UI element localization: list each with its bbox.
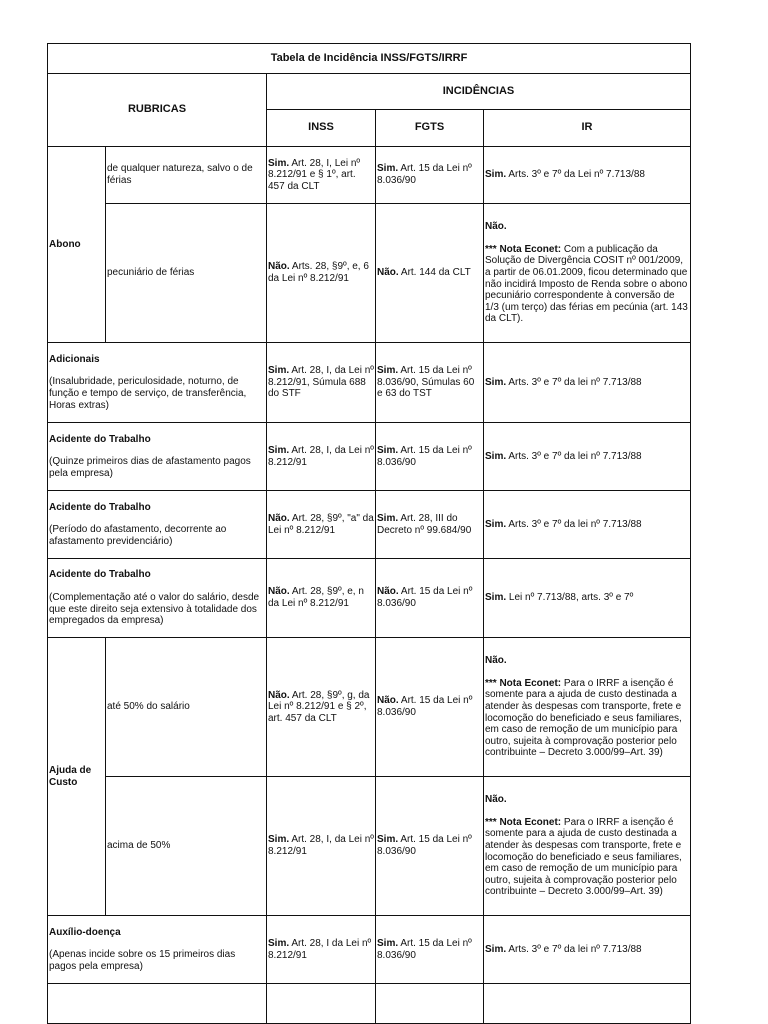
table-row <box>48 777 691 916</box>
ir-cell: Não. *** Nota Econet: Com a publicação da Solução de Divergência COSIT nº 001/2009, a partir de 06.01.2009, ficou determinado que não incidirá Imposto de Renda sobre o abono pecuniário correspondente à conversão de 1/3 (um terço) das férias em pecúnia (art. 143 da CLT). <box>484 204 691 343</box>
table-title: Tabela de Incidência INSS/FGTS/IRRF <box>48 44 691 74</box>
fgts-cell <box>376 984 484 1024</box>
inss-cell: Não. Art. 28, §9º, "a" da Lei nº 8.212/91 <box>267 491 376 559</box>
group-label-abono: Abono <box>48 147 106 343</box>
table-row <box>48 423 691 491</box>
inss-cell: Sim. Art. 28, I da Lei nº 8.212/91 <box>267 916 376 984</box>
inss-cell: Sim. Art. 28, I, da Lei nº 8.212/91 <box>267 777 376 916</box>
header-incidencias: INCIDÊNCIAS <box>267 74 691 110</box>
rubrica-cell: Acidente do Trabalho (Quinze primeiros dias de afastamento pagos pela empresa) <box>48 423 267 491</box>
table-row <box>48 343 691 423</box>
fgts-cell: Não. Art. 144 da CLT <box>376 204 484 343</box>
rubrica-cell <box>48 984 267 1024</box>
ir-cell: Sim. Arts. 3º e 7º da lei nº 7.713/88 <box>484 343 691 423</box>
fgts-cell: Sim. Art. 15 da Lei nº 8.036/90, Súmulas 60 e 63 do TST <box>376 343 484 423</box>
rubrica-cell: Adicionais (Insalubridade, periculosidade, noturno, de função e tempo de serviço, de transferência, Horas extras) <box>48 343 267 423</box>
rubrica-cell: acima de 50% <box>106 777 267 916</box>
ir-cell: Sim. Arts. 3º e 7º da lei nº 7.713/88 <box>484 491 691 559</box>
rubrica-cell: Acidente do Trabalho (Complementação até o valor do salário, desde que este direito seja extensivo à totalidade dos empregados da empresa) <box>48 559 267 638</box>
fgts-cell: Sim. Art. 15 da Lei nº 8.036/90 <box>376 777 484 916</box>
fgts-cell: Sim. Art. 15 da Lei nº 8.036/90 <box>376 147 484 204</box>
header-ir: IR <box>484 110 691 147</box>
table-row <box>48 204 691 343</box>
ir-cell: Sim. Arts. 3º e 7º da lei nº 7.713/88 <box>484 916 691 984</box>
fgts-cell: Não. Art. 15 da Lei nº 8.036/90 <box>376 638 484 777</box>
incidence-table <box>47 43 691 1024</box>
header-fgts: FGTS <box>376 110 484 147</box>
ir-cell: Sim. Lei nº 7.713/88, arts. 3º e 7º <box>484 559 691 638</box>
header-rubricas: RUBRICAS <box>48 74 267 147</box>
table-row <box>48 638 691 777</box>
table-row <box>48 559 691 638</box>
inss-cell: Não. Arts. 28, §9º, e, 6 da Lei nº 8.212/91 <box>267 204 376 343</box>
rubrica-cell: de qualquer natureza, salvo o de férias <box>106 147 267 204</box>
inss-cell: Sim. Art. 28, I, Lei nº 8.212/91 e § 1º, art. 457 da CLT <box>267 147 376 204</box>
fgts-cell: Sim. Art. 15 da Lei nº 8.036/90 <box>376 916 484 984</box>
rubrica-cell: Auxílio-doença (Apenas incide sobre os 15 primeiros dias pagos pela empresa) <box>48 916 267 984</box>
inss-cell: Não. Art. 28, §9º, g, da Lei nº 8.212/91 e § 2º, art. 457 da CLT <box>267 638 376 777</box>
inss-cell <box>267 984 376 1024</box>
inss-cell: Não. Art. 28, §9º, e, n da Lei nº 8.212/91 <box>267 559 376 638</box>
inss-cell: Sim. Art. 28, I, da Lei nº 8.212/91 <box>267 423 376 491</box>
ir-cell: Sim. Arts. 3º e 7º da lei nº 7.713/88 <box>484 423 691 491</box>
fgts-cell: Sim. Art. 15 da Lei nº 8.036/90 <box>376 423 484 491</box>
table-row <box>48 147 691 204</box>
rubrica-cell: Acidente do Trabalho (Período do afastamento, decorrente ao afastamento previdenciário) <box>48 491 267 559</box>
rubrica-cell: até 50% do salário <box>106 638 267 777</box>
ir-cell: Não. *** Nota Econet: Para o IRRF a isenção é somente para a ajuda de custo destinada a atender às despesas com transporte, frete e locomoção do beneficiado e seus familiares, em caso de remoção de um município para outro, sujeita à comprovação posterior pelo contribuinte – Decreto 3.000/99–Art. 39) <box>484 777 691 916</box>
ir-cell <box>484 984 691 1024</box>
group-label-ajuda-de-custo: Ajuda de Custo <box>48 638 106 916</box>
fgts-cell: Não. Art. 15 da Lei nº 8.036/90 <box>376 559 484 638</box>
ir-cell: Não. *** Nota Econet: Para o IRRF a isenção é somente para a ajuda de custo destinada a atender às despesas com transporte, frete e locomoção do beneficiado e seus familiares, em caso de remoção de um município para outro, sujeita à comprovação posterior pelo contribuinte – Decreto 3.000/99–Art. 39) <box>484 638 691 777</box>
table-row <box>48 984 691 1024</box>
fgts-cell: Sim. Art. 28, III do Decreto nº 99.684/90 <box>376 491 484 559</box>
ir-cell: Sim. Arts. 3º e 7º da Lei nº 7.713/88 <box>484 147 691 204</box>
header-inss: INSS <box>267 110 376 147</box>
inss-cell: Sim. Art. 28, I, da Lei nº 8.212/91, Súmula 688 do STF <box>267 343 376 423</box>
table-row <box>48 491 691 559</box>
rubrica-cell: pecuniário de férias <box>106 204 267 343</box>
table-row <box>48 916 691 984</box>
